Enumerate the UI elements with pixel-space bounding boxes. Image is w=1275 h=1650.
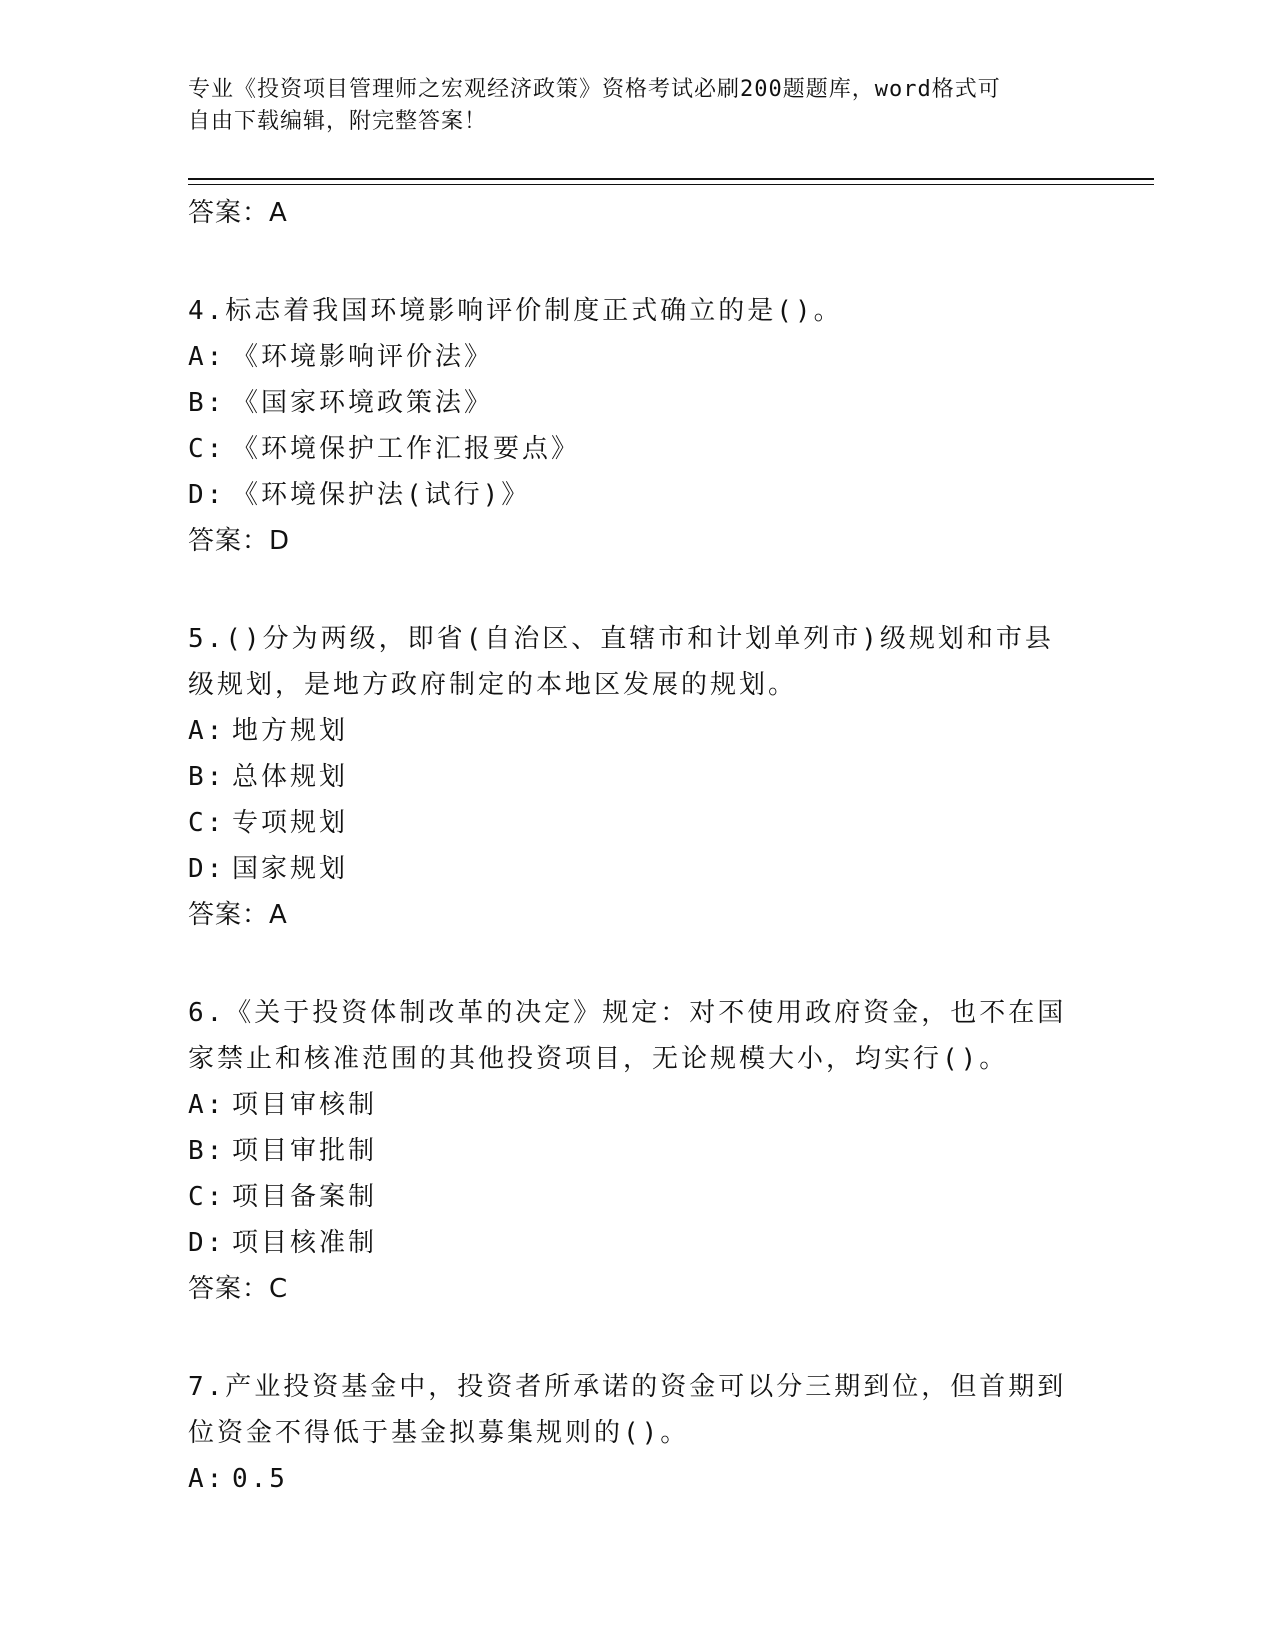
option-text: 《环境保护工作汇报要点》 <box>232 434 581 464</box>
option-letter: C: <box>188 434 226 464</box>
option-text: 专项规划 <box>232 808 349 838</box>
answer-label: 答案：A <box>188 900 288 930</box>
answer-label: 答案：C <box>188 1274 289 1304</box>
question-text: 5.()分为两级，即省(自治区、直辖市和计划单列市)级规划和市县级规划，是地方政府制定的本地区发展的规划。 <box>188 624 1054 700</box>
option-letter: B: <box>188 1136 226 1166</box>
option-text: 《环境影响评价法》 <box>232 342 494 372</box>
option-text: 《国家环境政策法》 <box>232 388 494 418</box>
option-c <box>188 800 1068 846</box>
option-c <box>188 426 1068 472</box>
option-a <box>188 1456 1068 1502</box>
option-b <box>188 754 1068 800</box>
option-a <box>188 334 1068 380</box>
option-letter: D: <box>188 480 226 510</box>
option-letter: C: <box>188 808 226 838</box>
option-letter: C: <box>188 1182 226 1212</box>
option-b <box>188 380 1068 426</box>
option-letter: A: <box>188 1090 226 1120</box>
option-text: 国家规划 <box>232 854 349 884</box>
option-d <box>188 1220 1068 1266</box>
option-text: 项目核准制 <box>232 1228 378 1258</box>
option-letter: A: <box>188 342 226 372</box>
question-text: 6.《关于投资体制改革的决定》规定：对不使用政府资金，也不在国家禁止和核准范围的其他投资项目，无论规模大小，均实行()。 <box>188 998 1067 1074</box>
document-header <box>188 74 1068 138</box>
answer-label: 答案：D <box>188 526 291 556</box>
question-text: 4.标志着我国环境影响评价制度正式确立的是()。 <box>188 296 843 326</box>
question-text: 7.产业投资基金中，投资者所承诺的资金可以分三期到位，但首期到位资金不得低于基金拟募集规则的()。 <box>188 1372 1067 1448</box>
question-block-7 <box>188 1364 1068 1502</box>
header-line-2: 自由下载编辑，附完整答案！ <box>188 109 488 134</box>
option-letter: A: <box>188 1464 226 1494</box>
option-b <box>188 1128 1068 1174</box>
option-letter: D: <box>188 854 226 884</box>
question-list <box>188 190 1068 1502</box>
option-a <box>188 1082 1068 1128</box>
option-text: 0.5 <box>232 1464 288 1494</box>
answer-label: 答案：A <box>188 198 288 228</box>
option-letter: B: <box>188 762 226 792</box>
header-divider-thick <box>188 178 1154 180</box>
option-text: 项目审核制 <box>232 1090 378 1120</box>
option-letter: D: <box>188 1228 226 1258</box>
header-line-1: 专业《投资项目管理师之宏观经济政策》资格考试必刷200题题库，word格式可 <box>188 77 1001 102</box>
header-divider-thin <box>188 184 1154 185</box>
option-text: 地方规划 <box>232 716 349 746</box>
option-d <box>188 472 1068 518</box>
option-d <box>188 846 1068 892</box>
question-block-6 <box>188 990 1068 1312</box>
option-a <box>188 708 1068 754</box>
question-block-4 <box>188 288 1068 564</box>
option-text: 项目备案制 <box>232 1182 378 1212</box>
option-text: 总体规划 <box>232 762 349 792</box>
option-text: 项目审批制 <box>232 1136 378 1166</box>
option-text: 《环境保护法(试行)》 <box>232 480 531 510</box>
option-c <box>188 1174 1068 1220</box>
option-letter: A: <box>188 716 226 746</box>
question-block-5 <box>188 616 1068 938</box>
option-letter: B: <box>188 388 226 418</box>
